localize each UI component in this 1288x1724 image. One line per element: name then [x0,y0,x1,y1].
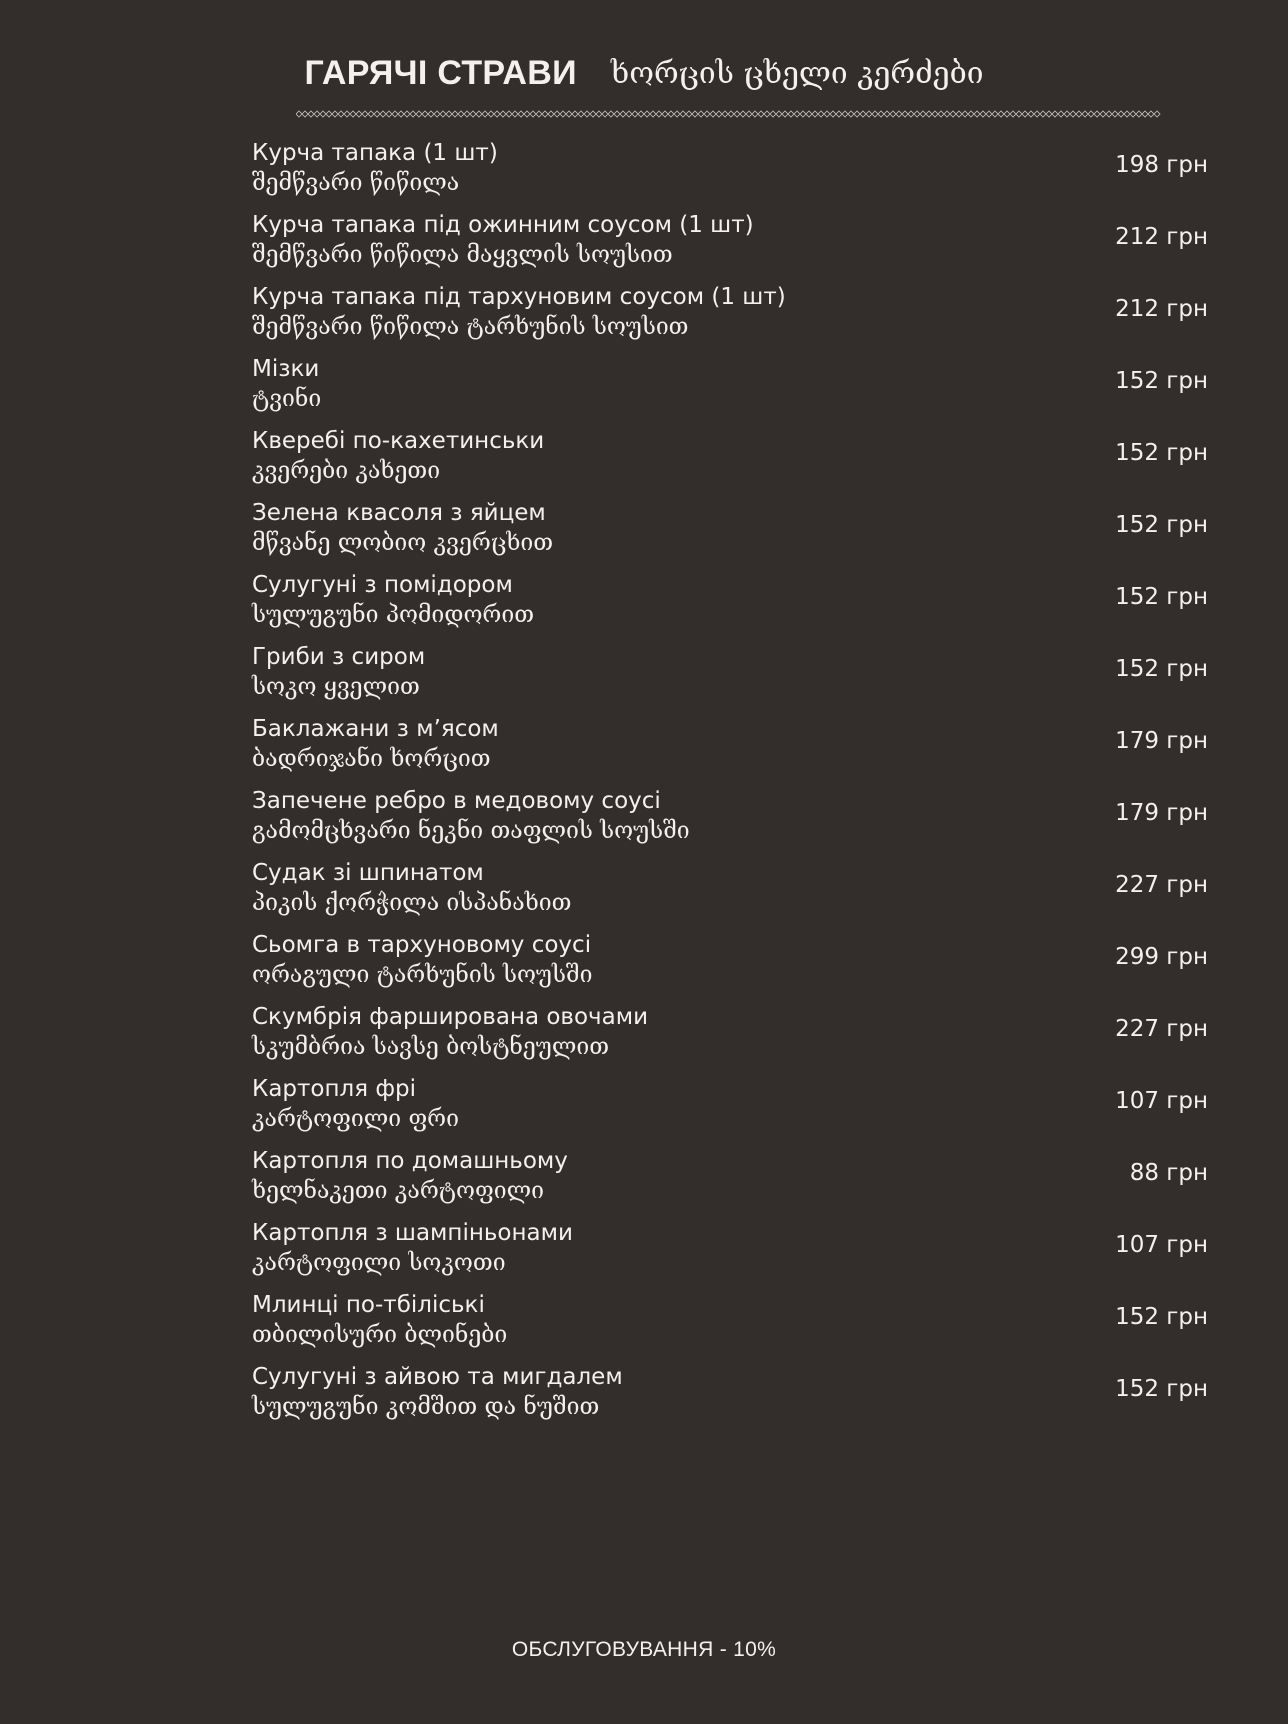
dish-price: 152 грн [1115,584,1208,610]
dish-name-ukrainian: Картопля з шампіньонами [252,1220,573,1246]
dish-name-ukrainian: Сьомга в тархуновому соусі [252,932,592,958]
dish-name-ukrainian: Курча тапака (1 шт) [252,140,498,166]
dish-item [252,856,1208,928]
dish-name-ukrainian: Картопля фрі [252,1076,417,1102]
dish-name-georgian: კარტოფილი ფრი [252,1106,459,1132]
dish-price: 212 грн [1115,224,1208,250]
dish-price: 198 грн [1115,152,1208,178]
dish-name-ukrainian: Сулугуні з айвою та мигдалем [252,1364,623,1390]
dish-price: 107 грн [1115,1232,1208,1258]
dish-name-georgian: შემწვარი წიწილა ტარხუნის სოუსით [252,314,689,340]
dish-name-georgian: სკუმბრია სავსე ბოსტნეულით [252,1034,610,1060]
dish-item [252,136,1208,208]
dish-name-georgian: სოკო ყველით [252,674,420,700]
dish-name-ukrainian: Млинці по-тбіліські [252,1292,485,1318]
dish-price: 179 грн [1115,800,1208,826]
dish-item [252,1144,1208,1216]
dish-name-georgian: შემწვარი წიწილა [252,170,460,196]
dish-item [252,784,1208,856]
dish-name-georgian: პიკის ქორჭილა ისპანახით [252,890,572,916]
dish-name-ukrainian: Курча тапака під тархуновим соусом (1 шт) [252,284,786,310]
dish-name-ukrainian: Курча тапака під ожинним соусом (1 шт) [252,212,754,238]
dish-item [252,352,1208,424]
dish-price: 227 грн [1115,872,1208,898]
dish-item [252,1216,1208,1288]
dish-item [252,208,1208,280]
dish-price: 88 грн [1129,1160,1208,1186]
dish-price: 152 грн [1115,656,1208,682]
dish-name-ukrainian: Картопля по домашньому [252,1148,568,1174]
section-title-ukrainian: ГАРЯЧІ СТРАВИ [304,54,577,92]
menu-header [0,54,1288,93]
dish-price: 179 грн [1115,728,1208,754]
dish-price: 152 грн [1115,368,1208,394]
dish-price: 152 грн [1115,1376,1208,1402]
dish-name-georgian: კვერები კახეთი [252,458,441,484]
dish-item [252,1288,1208,1360]
dish-name-georgian: სულუგუნი კომშით და ნუშით [252,1394,600,1420]
dish-price: 107 грн [1115,1088,1208,1114]
dish-name-georgian: მწვანე ლობიო კვერცხით [252,530,554,556]
dish-name-georgian: კარტოფილი სოკოთი [252,1250,506,1276]
dish-item [252,928,1208,1000]
dish-item [252,1072,1208,1144]
dish-price: 152 грн [1115,440,1208,466]
dish-name-georgian: ბადრიჯანი ხორცით [252,746,491,772]
dish-item [252,424,1208,496]
dish-list [252,136,1208,1432]
dish-item [252,1000,1208,1072]
dish-name-georgian: ხელნაკეთი კარტოფილი [252,1178,544,1204]
dish-name-georgian: შემწვარი წიწილა მაყვლის სოუსით [252,242,673,268]
dish-name-ukrainian: Судак зі шпинатом [252,860,484,886]
dish-item [252,712,1208,784]
dish-price: 152 грн [1115,512,1208,538]
dish-item [252,496,1208,568]
dish-name-georgian: სულუგუნი პომიდორით [252,602,535,628]
section-title-georgian: ხორცის ცხელი კერძები [610,56,984,91]
dish-item [252,640,1208,712]
dish-name-georgian: ორაგული ტარხუნის სოუსში [252,962,593,988]
dish-name-ukrainian: Мізки [252,356,320,382]
dish-name-georgian: გამომცხვარი ნეკნი თაფლის სოუსში [252,818,690,844]
dish-name-georgian: თბილისური ბლინები [252,1322,508,1348]
dish-name-ukrainian: Кверебі по-кахетинськи [252,428,545,454]
dish-name-ukrainian: Баклажани з м’ясом [252,716,499,742]
dish-price: 299 грн [1115,944,1208,970]
dish-name-ukrainian: Гриби з сиром [252,644,426,670]
dish-item [252,568,1208,640]
dish-price: 152 грн [1115,1304,1208,1330]
dish-name-georgian: ტვინი [252,386,322,412]
dish-name-ukrainian: Скумбрія фарширована овочами [252,1004,649,1030]
dish-price: 212 грн [1115,296,1208,322]
dish-item [252,1360,1208,1432]
dish-name-ukrainian: Зелена квасоля з яйцем [252,500,546,526]
service-charge-note: ОБСЛУГОВУВАННЯ - 10% [511,1638,777,1661]
dish-name-ukrainian: Сулугуні з помідором [252,572,513,598]
dish-price: 227 грн [1115,1016,1208,1042]
diamond-divider [296,106,1162,122]
dish-item [252,280,1208,352]
dish-name-ukrainian: Запечене ребро в медовому соусі [252,788,661,814]
